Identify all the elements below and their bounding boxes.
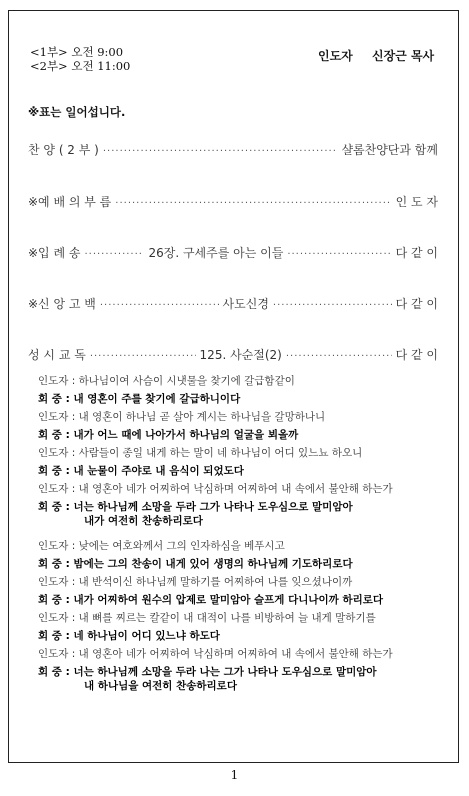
order-middle: 26장. 구세주를 아는 이들 [148, 246, 284, 260]
order-right: 다 같 이 [395, 246, 438, 260]
leader-name: 신장근 목사 [372, 49, 435, 63]
order-label: 성 시 교 독 [28, 348, 86, 362]
standing-note: ※표는 일어섭니다. [28, 105, 126, 119]
leader-dots [115, 198, 391, 209]
responsive-line-people: 회 중 : 네 하나님이 어디 있느냐 하도다 [38, 630, 220, 642]
order-right: 인 도 자 [395, 195, 438, 209]
order-item [28, 244, 438, 261]
order-right: 샬롬찬양단과 함께 [341, 143, 438, 157]
responsive-line-leader: 인도자 : 내 영혼아 네가 어찌하여 낙심하며 어찌하여 내 속에서 불안해 하는가 [38, 648, 393, 660]
responsive-line-leader: 인도자 : 내 영혼아 네가 어찌하여 낙심하며 어찌하여 내 속에서 불안해 하는가 [38, 483, 393, 495]
responsive-line-leader: 인도자 : 내 영혼이 하나님 곧 살아 계시는 하나님을 갈망하나니 [38, 411, 326, 423]
order-item [28, 193, 438, 210]
order-middle: 사도신경 [222, 297, 269, 311]
responsive-line-people: 회 중 : 밤에는 그의 찬송이 내게 있어 생명의 하나님께 기도하리로다 [38, 558, 353, 570]
order-right: 다 같 이 [395, 297, 438, 311]
responsive-line-people: 회 중 : 내 영혼이 주를 찾기에 갈급하니이다 [38, 393, 241, 405]
responsive-continuation: 내 하나님을 여전히 찬송하리로다 [84, 680, 237, 692]
responsive-text: 회 중 : 너는 하나님께 소망을 두라 나는 그가 나타나 도우심으로 말미암아 [38, 666, 377, 678]
service-time-2: <2부> 오전 11:00 [30, 59, 131, 73]
responsive-line-leader: 인도자 : 하나님이여 사슴이 시냇물을 찾기에 갈급함같이 [38, 375, 295, 387]
leader-dots [90, 351, 196, 362]
leader-dots [100, 300, 219, 311]
responsive-line-leader: 인도자 : 사람들이 종일 내게 하는 말이 네 하나님이 어디 있느뇨 하오니 [38, 447, 363, 459]
order-right: 다 같 이 [395, 348, 438, 362]
responsive-line-leader: 인도자 : 낮에는 여호와께서 그의 인자하심을 베푸시고 [38, 540, 285, 552]
order-label: 찬 양 ( 2 부 ) [28, 143, 99, 157]
order-label: ※예 배 의 부 름 [28, 195, 112, 209]
order-label: ※신 앙 고 백 [28, 297, 96, 311]
responsive-line-people: 회 중 : 내가 어느 때에 나아가서 하나님의 얼굴을 뵈올까 [38, 429, 299, 441]
leader-dots [273, 300, 392, 311]
service-time-1: <1부> 오전 9:00 [30, 45, 124, 59]
responsive-line-people [38, 500, 353, 528]
leader-dots [286, 351, 392, 362]
responsive-line-people [38, 665, 377, 693]
responsive-text: 회 중 : 너는 하나님께 소망을 두라 그가 나타나 도우심으로 말미암아 [38, 501, 353, 513]
order-middle: 125. 사순절(2) [199, 348, 282, 362]
responsive-continuation: 내가 여전히 찬송하리로다 [84, 515, 203, 527]
order-item [28, 295, 438, 312]
leader-label: 인도자 [318, 49, 353, 63]
leader-dots [287, 249, 391, 260]
responsive-line-people: 회 중 : 내 눈물이 주야로 내 음식이 되었도다 [38, 465, 244, 477]
responsive-line-people: 회 중 : 내가 어찌하여 원수의 압제로 말미암아 슬프게 다니나이까 하리로다 [38, 594, 384, 606]
responsive-line-leader: 인도자 : 내 뼈를 찌르는 칼같이 내 대적이 나를 비방하여 늘 내게 말하기를 [38, 612, 376, 624]
order-item [28, 346, 438, 363]
leader-dots [84, 249, 144, 260]
leader-dots [103, 146, 338, 157]
responsive-line-leader: 인도자 : 내 반석이신 하나님께 말하기를 어찌하여 나를 잊으셨나이까 [38, 576, 353, 588]
order-label: ※입 례 송 [28, 246, 81, 260]
order-item [28, 141, 438, 158]
page-number: 1 [230, 768, 239, 782]
